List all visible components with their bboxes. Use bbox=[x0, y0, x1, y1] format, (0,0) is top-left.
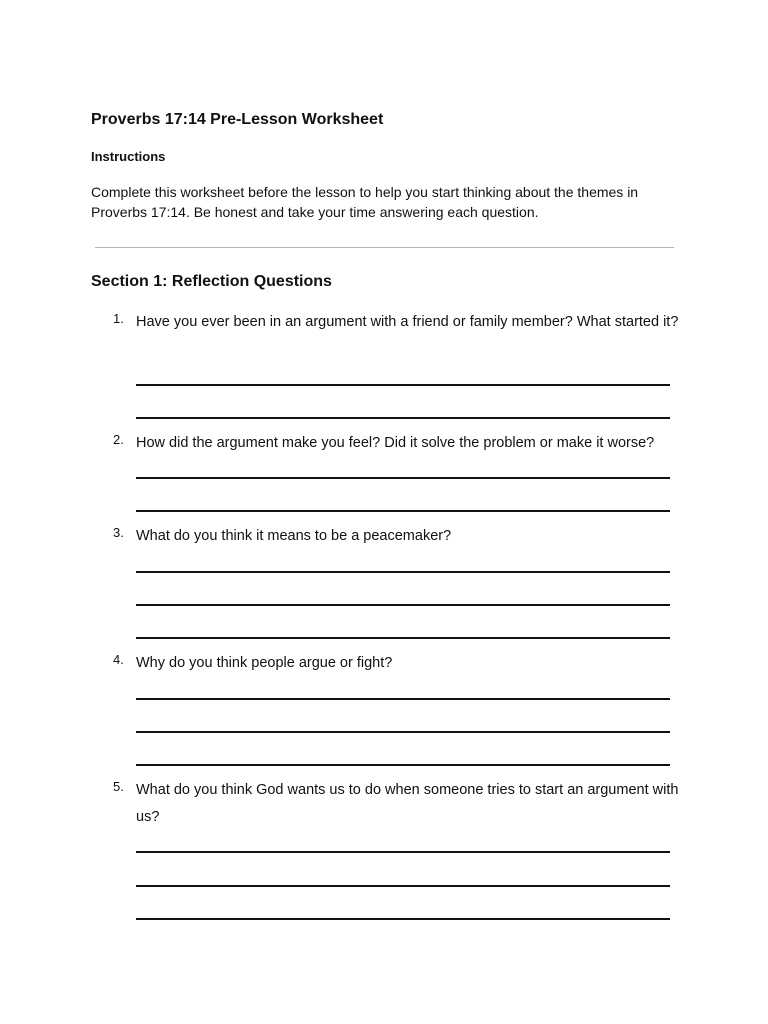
answer-line[interactable] bbox=[136, 604, 670, 606]
answer-line[interactable] bbox=[136, 637, 670, 639]
instructions-heading: Instructions bbox=[91, 149, 166, 164]
answer-line[interactable] bbox=[136, 698, 670, 700]
instructions-text: Complete this worksheet before the lesson to help you start thinking about the themes in Proverbs 17:14. Be honest and take your time answering each question. bbox=[91, 184, 639, 220]
question-text: What do you think God wants us to do when someone tries to start an argument with us? bbox=[136, 782, 679, 825]
question-text: Why do you think people argue or fight? bbox=[136, 655, 393, 671]
answer-line[interactable] bbox=[136, 731, 670, 733]
section-divider bbox=[95, 247, 674, 248]
answer-line[interactable] bbox=[136, 918, 670, 920]
answer-line[interactable] bbox=[136, 885, 670, 887]
answer-line[interactable] bbox=[136, 764, 670, 766]
section-heading: Section 1: Reflection Questions bbox=[91, 273, 332, 290]
answer-line[interactable] bbox=[136, 510, 670, 512]
answer-line[interactable] bbox=[136, 851, 670, 853]
answer-line[interactable] bbox=[136, 477, 670, 479]
question-number: 5. bbox=[113, 779, 124, 794]
answer-line[interactable] bbox=[136, 384, 670, 386]
question-text: How did the argument make you feel? Did it solve the problem or make it worse? bbox=[136, 435, 655, 451]
question-number: 2. bbox=[113, 432, 124, 447]
question-text: What do you think it means to be a peacemaker? bbox=[136, 528, 452, 544]
question-number: 4. bbox=[113, 652, 124, 667]
answer-line[interactable] bbox=[136, 571, 670, 573]
question-number: 3. bbox=[113, 525, 124, 540]
answer-line[interactable] bbox=[136, 417, 670, 419]
worksheet-title: Proverbs 17:14 Pre-Lesson Worksheet bbox=[91, 111, 384, 128]
question-text: Have you ever been in an argument with a friend or family member? What started it? bbox=[136, 314, 679, 330]
question-number: 1. bbox=[113, 311, 124, 326]
